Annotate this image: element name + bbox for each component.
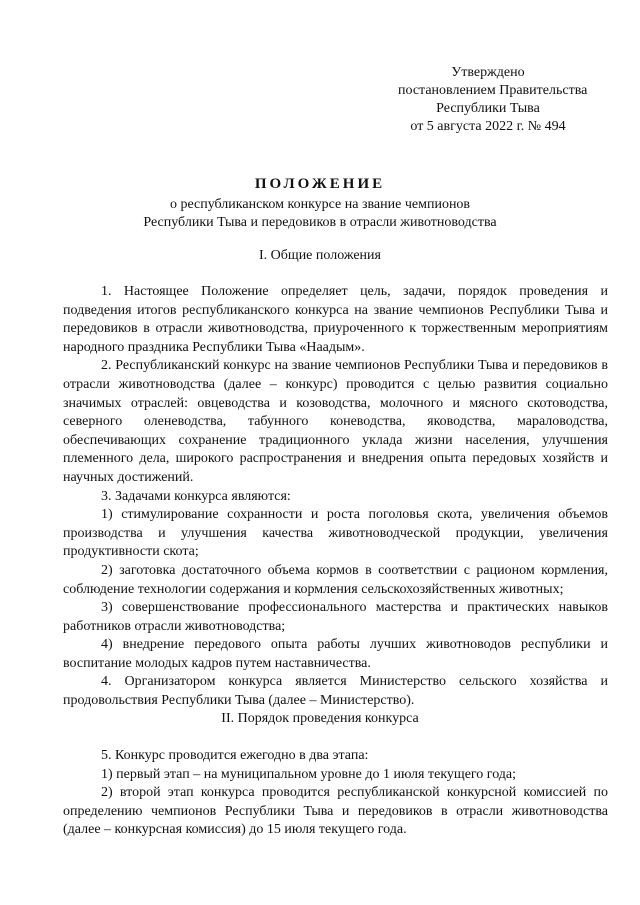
section-2-heading: II. Порядок проведения конкурса (221, 711, 419, 726)
approval-line-1: Утверждено (451, 65, 525, 80)
approval-line-3: Республики Тыва (436, 101, 540, 116)
section-1-body (63, 283, 608, 711)
paragraph: 2) второй этап конкурса проводится республиканской конкурсной комиссией по определению чемпионов Республики Тыва и передовиков в отрасли животноводства (далее – конкурсная комиссия) до 15 июля текущего года. (63, 785, 608, 838)
paragraph: 5. Конкурс проводится ежегодно в два этапа: (101, 748, 369, 763)
subtitle-line-2: Республики Тыва и передовиков в отрасли животноводства (143, 215, 497, 230)
approval-line-2: постановлением Правительства (398, 83, 588, 98)
paragraph: 1) стимулирование сохранности и роста поголовья скота, увеличения объемов производства и улучшения качества животноводческой продукции, увеличения продуктивности скота; (63, 507, 608, 560)
subtitle-line-1: о республиканском конкурсе на звание чемпионов (169, 197, 471, 212)
paragraph: 4. Организатором конкурса является Министерство сельского хозяйства и продовольствия Республики Тыва (далее – Министерство). (63, 674, 608, 709)
paragraph: 1) первый этап – на муниципальном уровне до 1 июля текущего года; (101, 766, 517, 782)
paragraph: 3. Задачами конкурса являются: (101, 488, 291, 504)
approval-stamp (398, 64, 588, 136)
document-title: ПОЛОЖЕНИЕ (254, 176, 386, 192)
paragraph: 3) совершенствование профессионального мастерства и практических навыков работников отрасли животноводства; (63, 600, 608, 634)
section-2-body (63, 747, 608, 840)
paragraph: 4) внедрение передового опыта работы лучших животноводов республики и воспитание молодых кадров путем наставничества. (63, 637, 608, 671)
document-subtitle (0, 196, 640, 232)
paragraph: 2. Республиканский конкурс на звание чемпионов Республики Тыва и передовиков в отрасли животноводства (далее – конкурс) проводится с целью развития социально значимых отраслей: овцеводства и козоводства, молочного и мясного скотоводства, северного оленеводства, табунного коневодства, яководства, мараловодства, обеспечивающих сохранение традиционного уклада жизни населения, улучшения племенного дела, широкого распространения и внедрения опыта передовых хозяйств и научных достижений. (63, 358, 608, 485)
paragraph: 1. Настоящее Положение определяет цель, задачи, порядок проведения и подведения итогов республиканского конкурса на звание чемпионов Республики Тыва и передовиков в отрасли животноводства, приуроченного к торжественным мероприятиям народного праздника Республики Тыва «Наадым». (63, 284, 608, 355)
section-1-heading: I. Общие положения (259, 248, 381, 263)
paragraph: 2) заготовка достаточного объема кормов в соответствии с рационом кормления, соблюдение технологии содержания и кормления сельскохозяйственных животных; (63, 562, 608, 597)
approval-line-4: от 5 августа 2022 г. № 494 (410, 119, 566, 134)
